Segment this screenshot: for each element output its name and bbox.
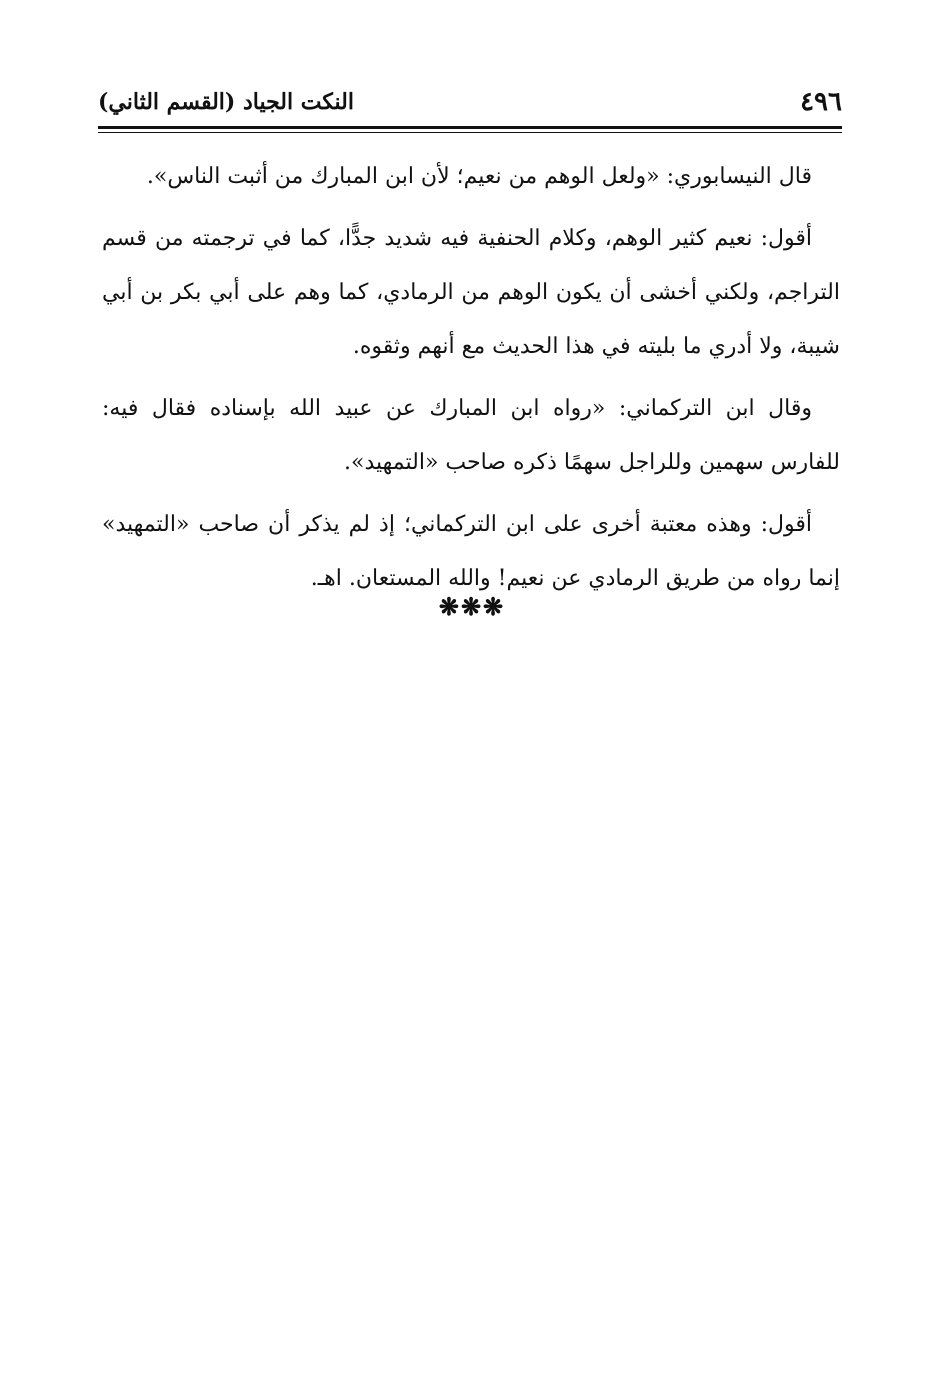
page-header [98, 84, 842, 124]
page-number: ٤٩٦ [800, 87, 842, 117]
paragraph-1: قال النيسابوري: «ولعل الوهم من نعيم؛ لأن ابن المبارك من أثبت الناس». [146, 164, 812, 189]
section-separator: ❋❋❋ [438, 592, 506, 621]
header-rule-thin [98, 132, 842, 133]
paragraph-3: وقال ابن التركماني: «رواه ابن المبارك عن عبيد الله بإسناده فقال فيه: للفارس سهمين وللراجل سهمًا ذكره صاحب «التمهيد». [102, 396, 840, 475]
paragraph-2: أقول: نعيم كثير الوهم، وكلام الحنفية فيه شديد جدًّا، كما في ترجمته من قسم التراجم، ولكني أخشى أن يكون الوهم من الرمادي، كما وهم على أبي بكر بن أبي شيبة، ولا أدري ما بليته في هذا الحديث مع أنهم وثقوه. [102, 226, 840, 359]
paragraph-4: أقول: وهذه معتبة أخرى على ابن التركماني؛ إذ لم يذكر أن صاحب «التمهيد» إنما رواه من طريق الرمادي عن نعيم! والله المستعان. اهـ. [102, 512, 840, 591]
header-rule [98, 126, 842, 129]
body-text [102, 150, 840, 614]
running-title: النكت الجياد (القسم الثاني) [98, 89, 354, 115]
